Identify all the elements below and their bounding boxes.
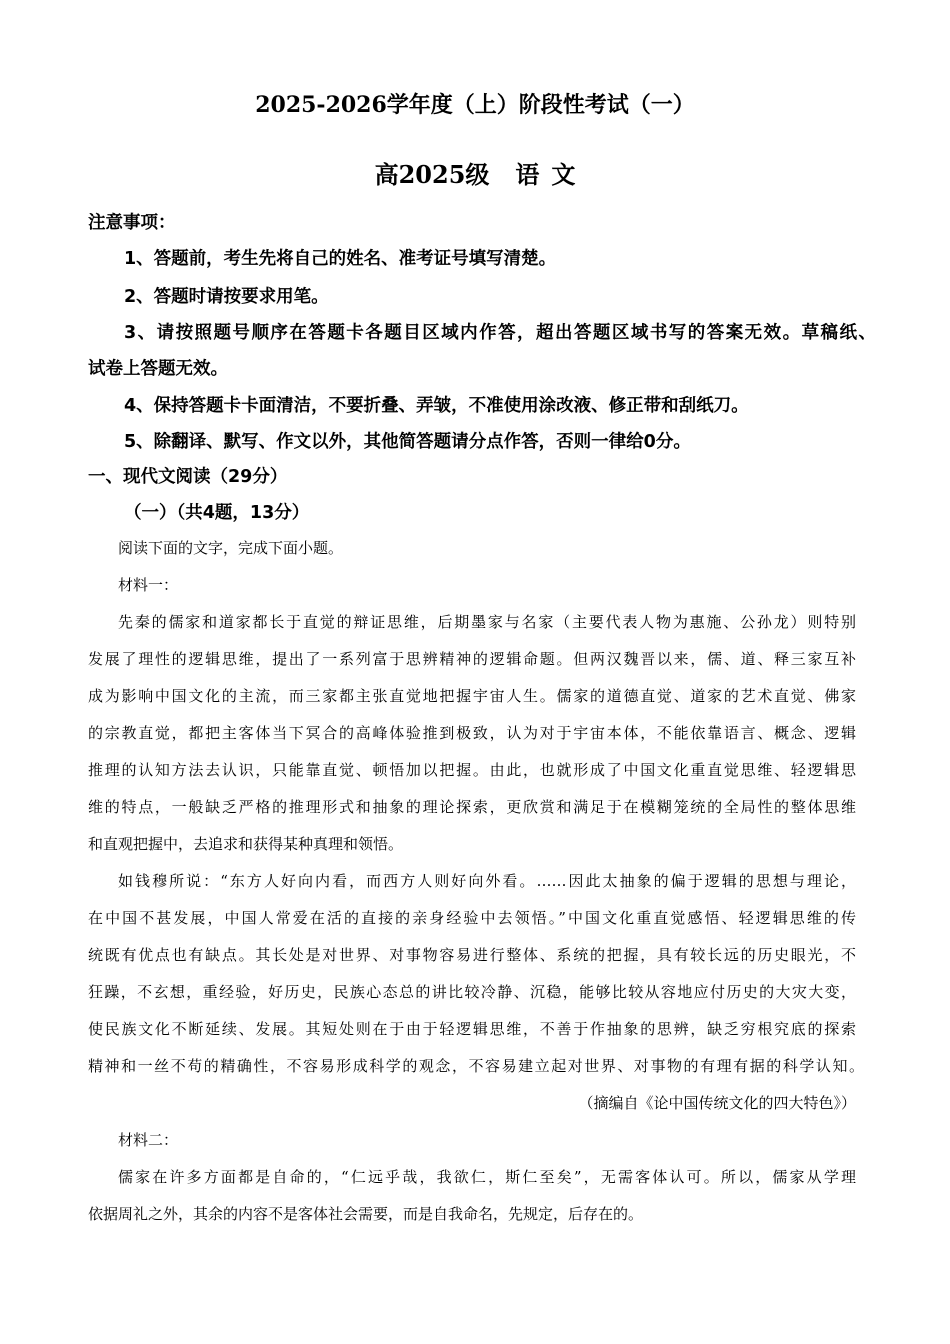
notice-item-2: 2、答题时请按要求用笔。	[124, 287, 329, 307]
grade-label: 高2025级	[374, 160, 490, 189]
material2-label: 材料二：	[118, 1131, 179, 1149]
material1-source: （摘编自《论中国传统文化的四大特色》）	[578, 1094, 856, 1112]
subject-char-b: 文	[551, 160, 576, 189]
notice-item-3: 3、请按照题号顺序在答题卡各题目区域内作答，超出答题区域书写的答案无效。草稿纸、	[124, 323, 876, 343]
section-heading: 一、现代文阅读（29分）	[88, 467, 288, 487]
material1-p2-line: 使民族文化不断延续、发展。其短处则在于由于轻逻辑思维，不善于作抽象的思辨，缺乏穷根究底的探索	[88, 1020, 856, 1038]
material1-p2-line: 统既有优点也有缺点。其长处是对世界、对事物容易进行整体、系统的把握，具有较长远的历史眼光，不	[88, 946, 856, 964]
sub-section-heading: （一）（共4题，13分）	[124, 503, 310, 523]
material1-p2-line: 狂躁，不玄想，重经验，好历史，民族心态总的讲比较冷静、沉稳，能够比较从容地应付历史的大灾大变，	[88, 983, 856, 1001]
notice-item-3-cont: 试卷上答题无效。	[88, 359, 228, 379]
material1-p1-line: 维的特点，一般缺乏严格的推理形式和抽象的理论探索，更欣赏和满足于在模糊笼统的全局性的整体思维	[88, 798, 856, 816]
notice-item-1: 1、答题前，考生先将自己的姓名、准考证号填写清楚。	[124, 249, 557, 269]
material2-p1-line: 儒家在许多方面都是自命的，“仁远乎哉，我欲仁，斯仁至矣”，无需客体认可。所以，儒家从学理	[118, 1168, 856, 1186]
notice-item-4: 4、保持答题卡卡面清洁，不要折叠、弄皱，不准使用涂改液、修正带和刮纸刀。	[124, 396, 749, 416]
material1-p1-line: 成为影响中国文化的主流，而三家都主张直觉地把握宇宙人生。儒家的道德直觉、道家的艺术直觉、佛家	[88, 687, 856, 705]
notice-heading: 注意事项：	[88, 213, 176, 233]
exam-title: 2025-2026学年度（上）阶段性考试（一）	[255, 92, 695, 118]
grade-subject-title	[0, 155, 950, 190]
material1-label: 材料一：	[118, 576, 179, 594]
material1-p1-line: 的宗教直觉，都把主客体当下冥合的高峰体验推到极致，认为对于宇宙本体，不能依靠语言、概念、逻辑	[88, 724, 856, 742]
material1-p1-line: 和直观把握中，去追求和获得某种真理和领悟。	[88, 835, 404, 853]
material1-p2-line: 在中国不甚发展，中国人常爱在活的直接的亲身经验中去领悟。”中国文化重直觉感悟、轻逻辑思维的传	[88, 909, 856, 927]
material1-p2-line: 精神和一丝不苟的精确性，不容易形成科学的观念，不容易建立起对世界、对事物的有理有据的科学认知。	[88, 1057, 864, 1075]
material1-p1-line: 先秦的儒家和道家都长于直觉的辩证思维，后期墨家与名家（主要代表人物为惠施、公孙龙）则特别	[118, 613, 856, 631]
reading-instruction: 阅读下面的文字，完成下面小题。	[118, 539, 344, 557]
material1-p1-line: 推理的认知方法去认识，只能靠直觉、顿悟加以把握。由此，也就形成了中国文化重直觉思维、轻逻辑思	[88, 761, 856, 779]
notice-item-5: 5、除翻译、默写、作文以外，其他简答题请分点作答，否则一律给0分。	[124, 432, 691, 452]
material1-p2-line: 如钱穆所说：“东方人好向内看，而西方人则好向外看。……因此太抽象的偏于逻辑的思想与理论，	[118, 872, 856, 890]
subject-char-a: 语	[515, 160, 540, 189]
material1-p1-line: 发展了理性的逻辑思维，提出了一系列富于思辨精神的逻辑命题。但两汉魏晋以来，儒、道、释三家互补	[88, 650, 856, 668]
material2-p1-line: 依据周礼之外，其余的内容不是客体社会需要，而是自我命名，先规定，后存在的。	[88, 1205, 644, 1223]
